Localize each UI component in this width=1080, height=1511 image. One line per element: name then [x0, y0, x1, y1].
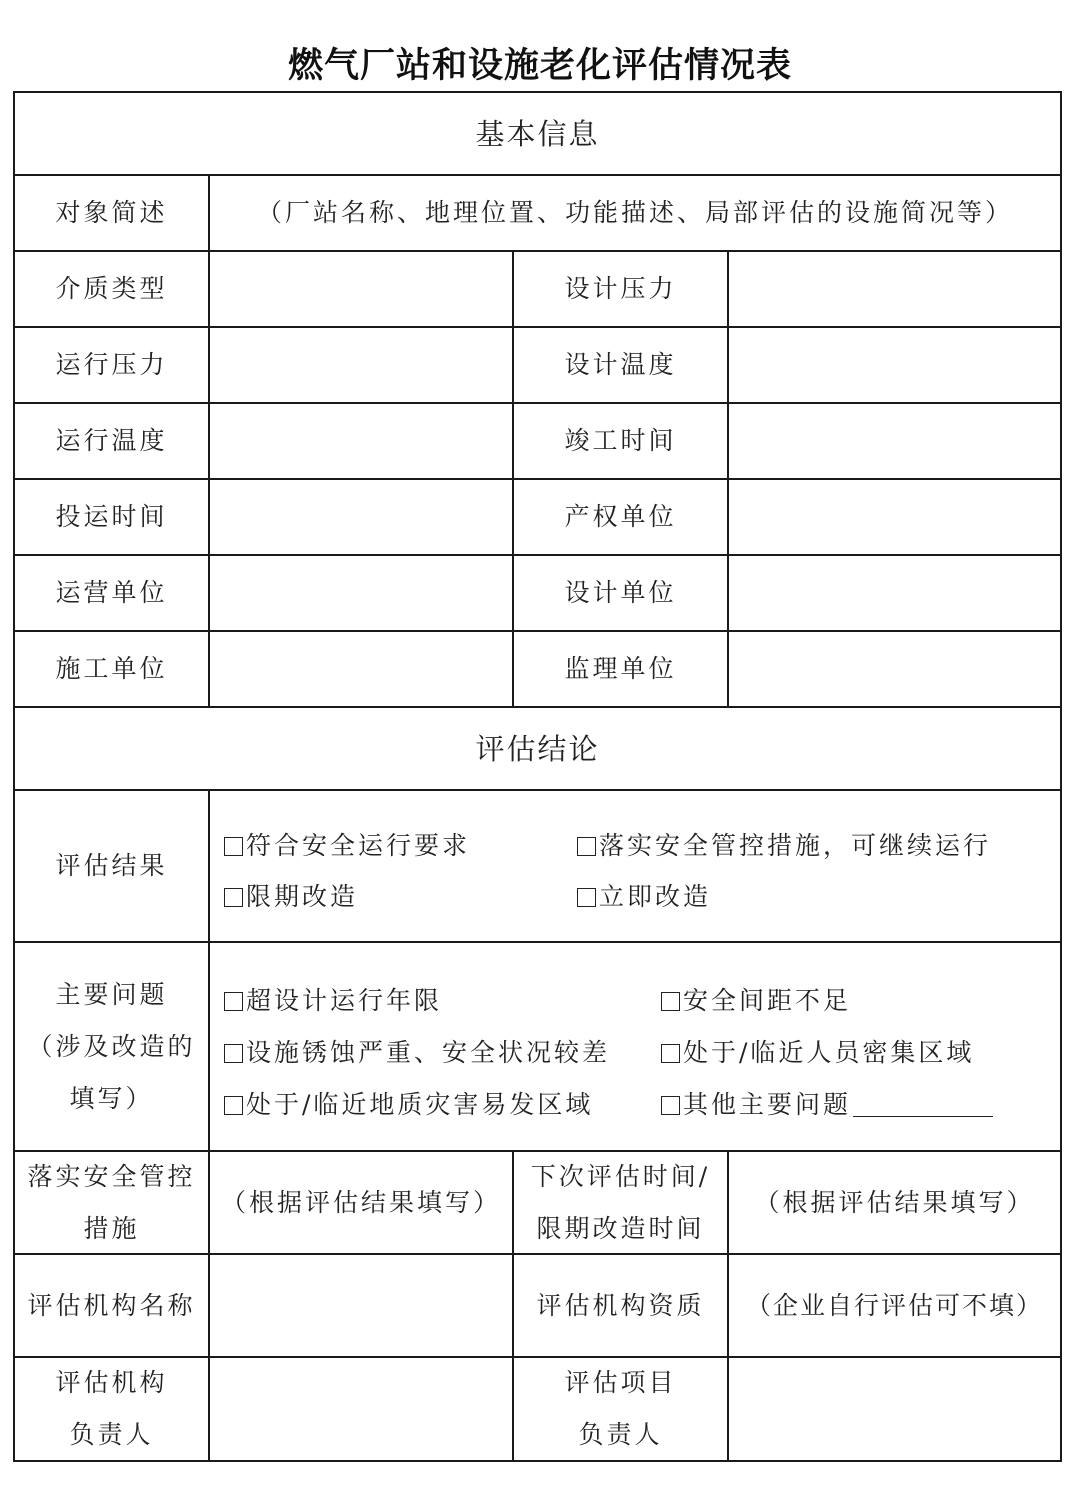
commissioning-time-label: 投运时间 [55, 502, 168, 531]
other-issue-blank[interactable] [853, 1092, 993, 1117]
org-qualification-label: 评估机构资质 [536, 1290, 705, 1320]
issue-option-exceeds-design-life[interactable]: 超设计运行年限 [224, 986, 442, 1016]
project-head-label: 评估项目 负责人 [564, 1368, 677, 1449]
issue-option-insufficient-spacing[interactable]: 安全间距不足 [661, 986, 851, 1016]
checkbox-icon [224, 888, 243, 907]
issue-option-other[interactable]: 其他主要问题 [661, 1090, 993, 1120]
result-option-renovate-immediately[interactable]: 立即改造 [577, 882, 711, 912]
checkbox-icon [224, 1044, 243, 1063]
section-basic-info: 基本信息 [475, 116, 600, 151]
design-pressure-field[interactable] [729, 252, 1060, 326]
property-owner-label: 产权单位 [564, 502, 677, 531]
org-head-label: 评估机构 负责人 [55, 1368, 168, 1449]
medium-type-field[interactable] [210, 252, 512, 326]
checkbox-icon [224, 1096, 243, 1115]
operating-temperature-label: 运行温度 [55, 426, 168, 455]
construction-unit-field[interactable] [210, 632, 512, 706]
issues-label: 主要问题 （涉及改造的 填写） [27, 979, 196, 1113]
page-title: 燃气厂站和设施老化评估情况表 [287, 46, 792, 86]
construction-unit-label: 施工单位 [55, 654, 168, 683]
result-option-renovate-by-deadline[interactable]: 限期改造 [224, 882, 358, 912]
result-label: 评估结果 [55, 851, 168, 880]
completion-time-field[interactable] [729, 404, 1060, 478]
result-option-continue-with-controls[interactable]: 落实安全管控措施，可继续运行 [577, 831, 991, 861]
issue-option-crowded-area[interactable]: 处于/临近人员密集区域 [661, 1038, 974, 1068]
design-unit-field[interactable] [729, 556, 1060, 630]
measures-label: 落实安全管控 措施 [27, 1161, 196, 1243]
checkbox-icon [577, 837, 596, 856]
result-option-compliant[interactable]: 符合安全运行要求 [224, 831, 470, 861]
completion-time-label: 竣工时间 [564, 426, 677, 455]
supervision-unit-field[interactable] [729, 632, 1060, 706]
checkbox-icon [661, 1096, 680, 1115]
supervision-unit-label: 监理单位 [564, 654, 677, 683]
checkbox-icon [661, 1044, 680, 1063]
org-name-label: 评估机构名称 [27, 1290, 196, 1320]
measures-field[interactable]: （根据评估结果填写） [220, 1187, 501, 1217]
section-conclusion: 评估结论 [475, 731, 600, 766]
org-name-field[interactable] [210, 1255, 512, 1356]
operator-label: 运营单位 [55, 578, 168, 607]
next-assessment-label: 下次评估时间/ 限期改造时间 [530, 1161, 711, 1243]
design-unit-label: 设计单位 [564, 578, 677, 607]
operator-field[interactable] [210, 556, 512, 630]
project-head-field[interactable] [729, 1358, 1060, 1460]
org-head-field[interactable] [210, 1358, 512, 1460]
operating-pressure-label: 运行压力 [55, 350, 168, 379]
commissioning-time-field[interactable] [210, 480, 512, 554]
property-owner-field[interactable] [729, 480, 1060, 554]
checkbox-icon [224, 992, 243, 1011]
operating-pressure-field[interactable] [210, 328, 512, 402]
design-temperature-field[interactable] [729, 328, 1060, 402]
next-assessment-field[interactable]: （根据评估结果填写） [754, 1187, 1035, 1217]
checkbox-icon [224, 837, 243, 856]
checkbox-icon [577, 888, 596, 907]
subject-field[interactable]: （厂站名称、地理位置、功能描述、局部评估的设施简况等） [256, 198, 1013, 227]
checkbox-icon [661, 992, 680, 1011]
issue-option-severe-corrosion[interactable]: 设施锈蚀严重、安全状况较差 [224, 1038, 610, 1068]
issue-option-geohazard-area[interactable]: 处于/临近地质灾害易发区域 [224, 1090, 593, 1120]
design-pressure-label: 设计压力 [564, 274, 677, 303]
subject-label: 对象简述 [55, 198, 168, 227]
org-qualification-field[interactable]: （企业自行评估可不填） [745, 1290, 1043, 1320]
operating-temperature-field[interactable] [210, 404, 512, 478]
medium-type-label: 介质类型 [55, 274, 168, 303]
design-temperature-label: 设计温度 [564, 350, 677, 379]
